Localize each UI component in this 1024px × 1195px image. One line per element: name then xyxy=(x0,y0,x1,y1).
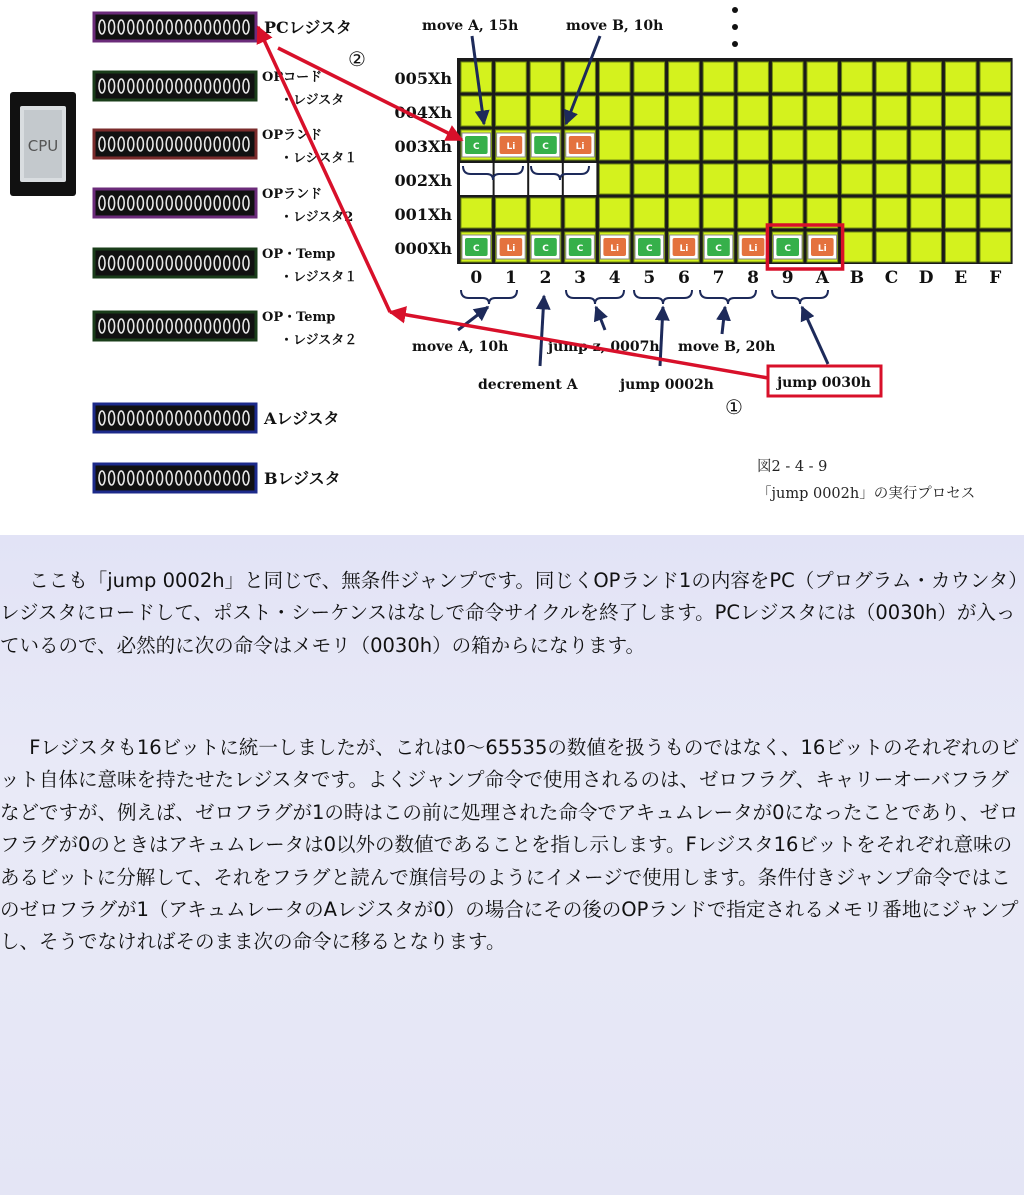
register-7 xyxy=(94,464,341,492)
register-bit xyxy=(243,319,249,333)
continuation-dot xyxy=(732,41,738,47)
memory-cell xyxy=(842,96,873,126)
register-bit xyxy=(214,411,220,425)
register-bit xyxy=(118,256,124,270)
memory-cell xyxy=(980,130,1011,160)
memory-cell xyxy=(530,96,561,126)
memory-cell xyxy=(599,164,630,194)
diagram-area xyxy=(0,0,1024,535)
memory-cell xyxy=(807,96,838,126)
register-bit xyxy=(99,256,105,270)
memory-cell xyxy=(772,130,803,160)
paragraph-jump-explanation: ここも「jump 0002h」と同じで、無条件ジャンプです。同じくOPランド1の内容をPC（プログラム・カウンタ）レジスタにロードして、ポスト・シーケンスはなしで命令サイクルを終了します。PCレジスタには（0030h）が入っているので、必然的に次の命令はメモリ（0030h）の箱からになります。 xyxy=(0,569,1018,657)
memory-cell xyxy=(842,198,873,228)
memory-cell xyxy=(703,164,734,194)
register-bit xyxy=(176,411,182,425)
register-bit xyxy=(157,256,163,270)
register-bit xyxy=(185,256,191,270)
label-move-b-10h: move B, 10h xyxy=(566,18,664,34)
register-label-line1: OP・Temp xyxy=(262,310,336,325)
memory-cell xyxy=(980,232,1011,262)
memory-cell xyxy=(669,96,700,126)
memory-cell xyxy=(911,130,942,160)
continuation-dot xyxy=(732,24,738,30)
register-bit xyxy=(185,20,191,34)
register-label-line1: OP・Temp xyxy=(262,247,336,262)
register-bit xyxy=(118,411,124,425)
register-label: PCレジスタ xyxy=(264,18,352,37)
register-bit xyxy=(243,411,249,425)
memory-cell xyxy=(496,198,527,228)
register-bit xyxy=(137,20,143,34)
memory-col-label: 4 xyxy=(608,268,621,288)
register-bit xyxy=(185,196,191,210)
register-bit xyxy=(214,20,220,34)
memory-cell xyxy=(703,130,734,160)
brace-jump-0030h xyxy=(772,290,828,304)
memory-cell xyxy=(634,130,665,160)
register-bit xyxy=(118,137,124,151)
register-bit xyxy=(195,20,201,34)
memory-cell xyxy=(980,96,1011,126)
memory-cell xyxy=(703,198,734,228)
memory-cell xyxy=(634,62,665,92)
register-bit xyxy=(118,196,124,210)
memory-col-label: A xyxy=(815,268,829,288)
register-bit xyxy=(224,471,230,485)
memory-cell xyxy=(669,164,700,194)
arrow-jump-0002h xyxy=(660,307,663,366)
register-bit xyxy=(99,137,105,151)
label-move-b-20h: move B, 20h xyxy=(678,339,776,355)
register-bit xyxy=(128,137,134,151)
register-bit xyxy=(176,20,182,34)
register-bit xyxy=(233,411,239,425)
memory-cell xyxy=(876,130,907,160)
register-bit xyxy=(99,411,105,425)
register-bit xyxy=(195,319,201,333)
cpu-chip-label: CPU xyxy=(27,137,59,155)
register-bit xyxy=(109,137,115,151)
marker-step2: ② xyxy=(348,47,366,71)
memory-cell xyxy=(738,96,769,126)
memory-cell xyxy=(738,130,769,160)
label-jump-z: jump z, 0007h xyxy=(548,339,660,355)
register-bit xyxy=(99,319,105,333)
register-bit xyxy=(166,411,172,425)
register-label: Aレジスタ xyxy=(264,409,340,428)
block-glyph: C xyxy=(542,142,549,152)
register-bit xyxy=(109,256,115,270)
register-bit xyxy=(233,319,239,333)
label-move-a-10h: move A, 10h xyxy=(412,339,509,355)
memory-cell xyxy=(703,62,734,92)
block-glyph: C xyxy=(576,244,584,254)
memory-col-label: 3 xyxy=(574,268,587,288)
register-label-line2: ・レジスタ2 xyxy=(280,210,354,225)
register-0 xyxy=(94,13,352,41)
register-bit xyxy=(224,319,230,333)
block-glyph: Li xyxy=(748,244,758,254)
memory-col-label: 9 xyxy=(781,268,794,288)
memory-col-label: 2 xyxy=(539,268,552,288)
register-bit xyxy=(128,196,134,210)
register-bit xyxy=(99,471,105,485)
register-bit xyxy=(214,79,220,93)
register-bit xyxy=(176,256,182,270)
register-2 xyxy=(94,128,357,166)
memory-row-label: 003Xh xyxy=(394,137,452,156)
register-bit xyxy=(157,137,163,151)
register-bit xyxy=(128,20,134,34)
memory-cell xyxy=(876,62,907,92)
memory-col-label: F xyxy=(989,268,1002,288)
figure-number: 図2 - 4 - 9 xyxy=(757,459,828,475)
block-glyph: C xyxy=(645,244,653,254)
memory-cell xyxy=(807,130,838,160)
register-bit xyxy=(109,411,115,425)
register-bit xyxy=(205,471,211,485)
memory-cell xyxy=(599,62,630,92)
memory-col-label: 0 xyxy=(470,268,483,288)
register-bit xyxy=(185,137,191,151)
register-bit xyxy=(233,137,239,151)
register-bit xyxy=(195,471,201,485)
memory-col-label: C xyxy=(884,268,899,288)
brace-jump-0002h xyxy=(634,290,692,304)
register-bit xyxy=(214,256,220,270)
block-glyph: Li xyxy=(506,142,516,152)
register-bit xyxy=(157,411,163,425)
register-bit xyxy=(224,79,230,93)
register-bit xyxy=(109,79,115,93)
memory-cell xyxy=(980,198,1011,228)
memory-cell xyxy=(565,198,596,228)
register-label-line2: ・レジスタ xyxy=(280,93,345,108)
register-bit xyxy=(99,196,105,210)
memory-cell xyxy=(738,198,769,228)
memory-cell xyxy=(565,96,596,126)
memory-cell xyxy=(876,96,907,126)
register-bit xyxy=(137,196,143,210)
register-bit xyxy=(205,137,211,151)
register-bit xyxy=(109,471,115,485)
register-bit xyxy=(205,256,211,270)
memory-row-label: 000Xh xyxy=(394,239,452,258)
block-glyph: C xyxy=(784,244,792,254)
register-bit xyxy=(166,471,172,485)
register-bit xyxy=(128,256,134,270)
register-bit xyxy=(243,20,249,34)
memory-cell xyxy=(599,130,630,160)
register-bit xyxy=(166,79,172,93)
memory-cell-empty xyxy=(564,163,597,195)
register-6 xyxy=(94,404,340,432)
register-bit xyxy=(109,20,115,34)
memory-cell xyxy=(634,164,665,194)
register-bit xyxy=(205,319,211,333)
memory-cell xyxy=(945,232,976,262)
memory-cell xyxy=(772,96,803,126)
register-bit xyxy=(214,137,220,151)
arrow-jump-z xyxy=(596,307,605,330)
memory-cell xyxy=(530,198,561,228)
register-bit xyxy=(243,137,249,151)
memory-cell xyxy=(945,96,976,126)
register-bit xyxy=(233,256,239,270)
memory-cell xyxy=(945,198,976,228)
memory-cell xyxy=(911,232,942,262)
register-bit xyxy=(233,196,239,210)
register-bit xyxy=(109,196,115,210)
memory-col-label: D xyxy=(918,268,934,288)
register-bit xyxy=(243,471,249,485)
paragraph-f-register: Fレジスタも16ビットに統一しましたが、これは0～65535の数値を扱うものではなく、16ビットのそれぞれのビット自体に意味を持たせたレジスタです。よくジャンプ命令で使用されるのは、ゼロフラグ、キャリーオーバフラグなどですが、例えば、ゼロフラグが1の時はこの前に処理された命令でアキュムレータが0になったことであり、ゼロフラグが0のときはアキュムレータは0以外の数値であることを指し示します。Fレジスタ16ビットをそれぞれ意味のあるビットに分解して、それをフラグと読んで旗信号のようにイメージで使用します。条件付きジャンプ命令ではこのゼロフラグが1（アキュムレータのAレジスタが0）の場合にその後のOPランドで指定されるメモリ番地にジャンプし、そうでなければそのまま次の命令に移るとなります。 xyxy=(0,736,1020,954)
memory-cell xyxy=(599,96,630,126)
register-bit xyxy=(147,256,153,270)
memory-cell xyxy=(669,62,700,92)
register-label-line1: OPランド xyxy=(262,187,323,202)
register-bit xyxy=(166,196,172,210)
memory-cell-empty xyxy=(460,163,493,195)
memory-col-label: 6 xyxy=(677,268,690,288)
memory-cell xyxy=(876,232,907,262)
register-label-line2: ・レジスタ１ xyxy=(280,151,358,166)
register-bit xyxy=(99,79,105,93)
register-bit xyxy=(137,471,143,485)
memory-cell xyxy=(496,96,527,126)
register-bit xyxy=(118,79,124,93)
memory-cell xyxy=(842,130,873,160)
block-glyph: Li xyxy=(610,244,620,254)
jump-execution-diagram xyxy=(0,0,1024,535)
register-bit xyxy=(157,196,163,210)
register-bit xyxy=(147,20,153,34)
marker-step1: ① xyxy=(725,395,743,419)
register-label-line1: OPコード xyxy=(262,70,323,85)
register-bit xyxy=(137,256,143,270)
memory-cell xyxy=(703,96,734,126)
register-bit xyxy=(205,411,211,425)
register-bit xyxy=(147,319,153,333)
memory-row-label: 001Xh xyxy=(394,205,452,224)
memory-cell xyxy=(911,198,942,228)
memory-cell xyxy=(634,198,665,228)
register-bit xyxy=(147,137,153,151)
register-1 xyxy=(94,70,344,108)
brace-jump-z xyxy=(566,290,624,304)
block-glyph: C xyxy=(472,142,480,152)
memory-cell xyxy=(842,232,873,262)
register-bit xyxy=(224,411,230,425)
label-jump-0002h: jump 0002h xyxy=(620,377,714,393)
arrow-decrement-a xyxy=(540,296,544,366)
block-glyph: C xyxy=(472,244,480,254)
register-bit xyxy=(176,79,182,93)
register-bit xyxy=(195,196,201,210)
register-label-line2: ・レジスタ１ xyxy=(280,270,358,285)
memory-cell xyxy=(772,164,803,194)
block-glyph: Li xyxy=(679,244,689,254)
memory-cell xyxy=(876,164,907,194)
register-bit xyxy=(147,79,153,93)
register-bit xyxy=(137,79,143,93)
memory-col-label: E xyxy=(954,268,968,288)
register-bit xyxy=(147,196,153,210)
memory-cell xyxy=(876,198,907,228)
memory-col-label: 5 xyxy=(643,268,656,288)
block-glyph: C xyxy=(542,244,549,254)
memory-cell xyxy=(669,198,700,228)
memory-cell xyxy=(911,96,942,126)
block-glyph: Li xyxy=(575,142,585,152)
register-3 xyxy=(94,187,353,225)
memory-cell xyxy=(738,62,769,92)
label-move-a-15h: move A, 15h xyxy=(422,18,519,34)
register-5 xyxy=(94,310,357,348)
memory-col-label: B xyxy=(849,268,865,288)
memory-cell xyxy=(738,164,769,194)
memory-cell xyxy=(461,96,492,126)
register-bit xyxy=(166,256,172,270)
label-jump-0030h: jump 0030h xyxy=(777,375,871,391)
register-bit xyxy=(243,196,249,210)
register-bit xyxy=(224,137,230,151)
register-bit xyxy=(185,319,191,333)
figure-caption: 「jump 0002h」の実行プロセス xyxy=(757,486,976,502)
register-bit xyxy=(99,20,105,34)
memory-cell xyxy=(599,198,630,228)
memory-cell xyxy=(980,62,1011,92)
register-bit xyxy=(205,20,211,34)
register-bit xyxy=(118,319,124,333)
memory-row-label: 002Xh xyxy=(394,171,452,190)
memory-cell xyxy=(669,130,700,160)
register-bit xyxy=(157,471,163,485)
register-4 xyxy=(94,247,357,285)
register-bit xyxy=(233,79,239,93)
memory-cell xyxy=(842,62,873,92)
register-bit xyxy=(157,319,163,333)
register-bit xyxy=(166,137,172,151)
register-bit xyxy=(128,471,134,485)
continuation-dot xyxy=(732,7,738,13)
register-bit xyxy=(118,20,124,34)
memory-cell xyxy=(911,62,942,92)
register-bit xyxy=(185,411,191,425)
register-bit xyxy=(147,411,153,425)
register-bit xyxy=(214,319,220,333)
register-bit xyxy=(205,196,211,210)
register-bit xyxy=(195,79,201,93)
register-bit xyxy=(166,20,172,34)
memory-col-label: 8 xyxy=(747,268,760,288)
register-label-line2: ・レジスタ２ xyxy=(280,333,358,348)
register-bit xyxy=(137,137,143,151)
register-bit xyxy=(128,319,134,333)
memory-cell xyxy=(496,62,527,92)
memory-cell xyxy=(945,130,976,160)
memory-row-label: 004Xh xyxy=(394,103,452,122)
memory-cell xyxy=(945,62,976,92)
register-bit xyxy=(195,137,201,151)
block-glyph: C xyxy=(715,244,722,254)
register-bit xyxy=(243,256,249,270)
register-bit xyxy=(109,319,115,333)
block-glyph: Li xyxy=(506,244,516,254)
register-label: Bレジスタ xyxy=(264,469,341,488)
memory-row-label: 005Xh xyxy=(394,69,452,88)
memory-cell xyxy=(945,164,976,194)
memory-cell xyxy=(807,164,838,194)
memory-cell xyxy=(634,96,665,126)
memory-cell xyxy=(461,198,492,228)
register-bit xyxy=(224,20,230,34)
memory-col-label: 1 xyxy=(504,268,517,288)
memory-col-label: 7 xyxy=(712,268,725,288)
register-bit xyxy=(176,137,182,151)
register-bit xyxy=(176,196,182,210)
register-bit xyxy=(128,79,134,93)
arrow-jump-0030h xyxy=(802,307,828,364)
register-bit xyxy=(176,471,182,485)
register-bit xyxy=(185,471,191,485)
register-bit xyxy=(147,471,153,485)
block-glyph: Li xyxy=(817,244,827,254)
register-bit xyxy=(224,196,230,210)
register-bit xyxy=(157,79,163,93)
memory-cell-empty xyxy=(529,163,562,195)
memory-cell xyxy=(911,164,942,194)
register-bit xyxy=(233,471,239,485)
register-label-line1: OPランド xyxy=(262,128,323,143)
register-bit xyxy=(176,319,182,333)
label-decrement-a: decrement A xyxy=(478,377,578,393)
brace-move-b xyxy=(700,290,756,304)
register-bit xyxy=(205,79,211,93)
register-bit xyxy=(233,20,239,34)
register-bit xyxy=(243,79,249,93)
memory-cell xyxy=(772,62,803,92)
register-bit xyxy=(137,411,143,425)
memory-cell xyxy=(842,164,873,194)
arrow-move-b-20h xyxy=(722,307,725,334)
register-bit xyxy=(128,411,134,425)
register-bit xyxy=(137,319,143,333)
register-bit xyxy=(166,319,172,333)
register-bit xyxy=(157,20,163,34)
register-bit xyxy=(214,196,220,210)
register-bit xyxy=(214,471,220,485)
memory-cell xyxy=(980,164,1011,194)
register-bit xyxy=(195,411,201,425)
register-bit xyxy=(224,256,230,270)
register-bit xyxy=(195,256,201,270)
memory-cell xyxy=(807,62,838,92)
brace-move-a xyxy=(461,290,517,304)
register-bit xyxy=(118,471,124,485)
memory-cell xyxy=(530,62,561,92)
register-bit xyxy=(185,79,191,93)
